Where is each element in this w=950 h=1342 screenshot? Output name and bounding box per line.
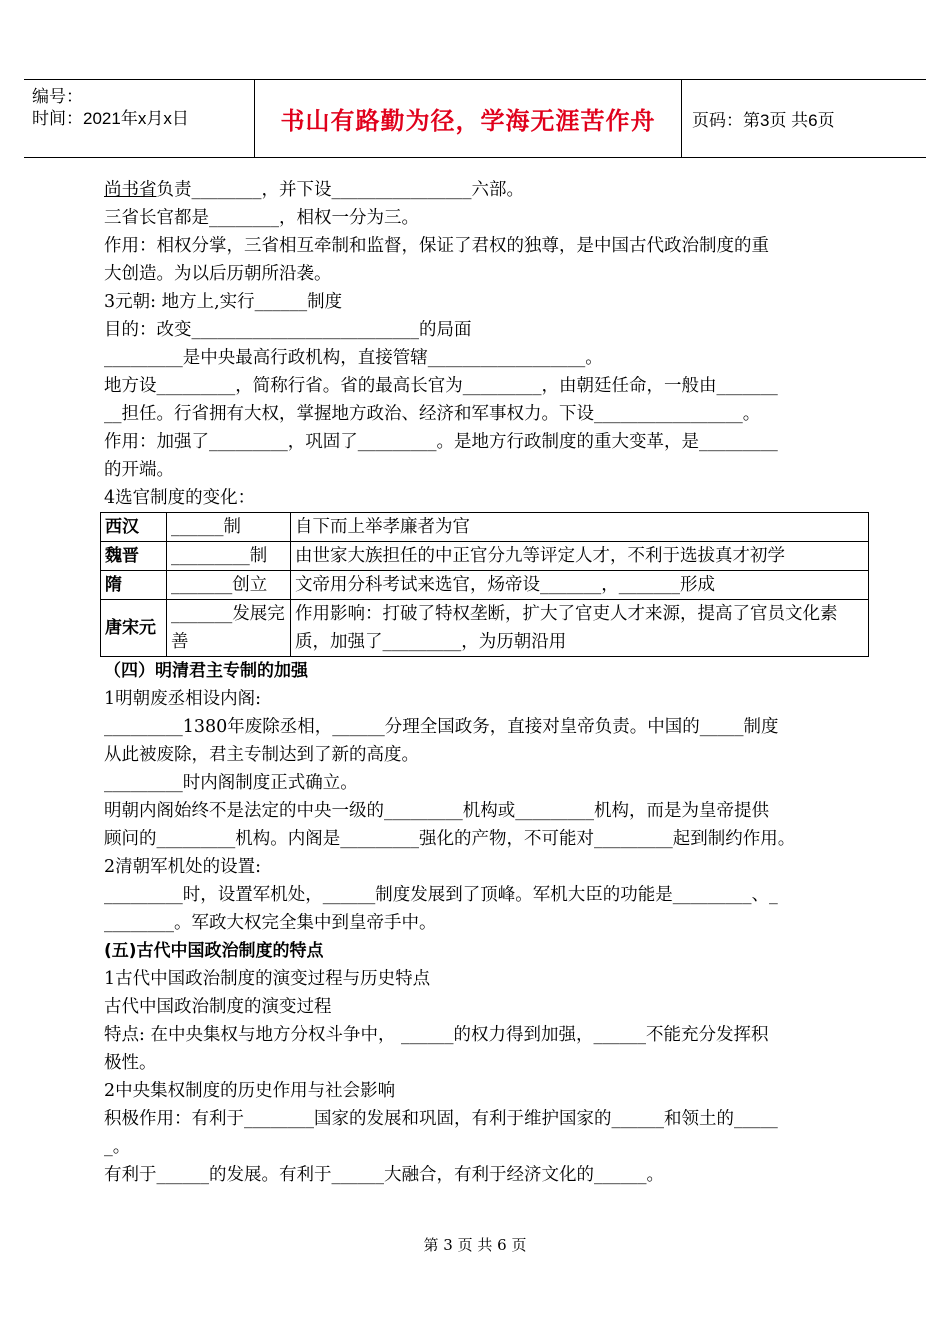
text-line: 2清朝军机处的设置: [104, 857, 262, 877]
text-line: ________。军政大权完全集中到皇帝手中。 [104, 913, 437, 933]
system-cell: _______创立 [167, 571, 291, 600]
table-row [101, 571, 869, 600]
number-label: 编号： [32, 87, 83, 106]
text-line: 明朝内阁始终不是法定的中央一级的_________机构或_________机构，而是为皇帝提供 [104, 801, 769, 821]
desc-cell: 由世家大族担任的中正官分九等评定人才，不利于选拔真才初学 [291, 542, 869, 571]
text-line: 顾问的_________机构。内阁是_________强化的产物，不可能对_________起到制约作用。 [104, 829, 796, 849]
table-row [101, 513, 869, 542]
header-meta [24, 80, 254, 157]
text-line: 极性。 [104, 1053, 157, 1073]
motto: 书山有路勤为径，学海无涯苦作舟 [254, 80, 682, 157]
desc-cell: 文帝用分科考试来选官，炀帝设_______，_______形成 [291, 571, 869, 600]
page-header [24, 79, 926, 158]
section-heading: (五)古代中国政治制度的特点 [104, 941, 324, 961]
text-line: 三省长官都是________，相权一分为三。 [104, 208, 419, 228]
time-label: 时间：2021年x月x日 [32, 109, 189, 128]
text-line: 作用：加强了_________，巩固了_________。是地方行政制度的重大变革，是_________ [104, 432, 778, 452]
dynasty-cell: 隋 [101, 571, 167, 600]
text-line: _________时内阁制度正式确立。 [104, 773, 358, 793]
table-row [101, 542, 869, 571]
text-line: 2中央集权制度的历史作用与社会影响 [104, 1081, 396, 1101]
text-line: 4选官制度的变化： [104, 488, 256, 508]
page-info: 页码：第3页 共6页 [692, 111, 835, 130]
text-line [104, 176, 849, 204]
text-line: 1明朝废丞相设内阁: [104, 689, 262, 709]
text-line: 有利于______的发展。有利于______大融合，有利于经济文化的______。 [104, 1165, 664, 1185]
dynasty-cell: 魏晋 [101, 542, 167, 571]
document-body [104, 176, 849, 1189]
dynasty-cell: 西汉 [101, 513, 167, 542]
text-line: 的开端。 [104, 460, 174, 480]
text-line: _________时，设置军机处，______制度发展到了顶峰。军机大臣的功能是_________、_ [104, 885, 778, 905]
text-line: 积极作用：有利于________国家的发展和巩固，有利于维护国家的______和领土的_____ [104, 1109, 778, 1129]
text-line: 3元朝: 地方上,实行______制度 [104, 292, 343, 312]
text-line: 1古代中国政治制度的演变过程与历史特点 [104, 969, 431, 989]
text-line: 作用：相权分掌，三省相互牵制和监督，保证了君权的独尊，是中国古代政治制度的重 [104, 236, 769, 256]
system-cell: _______发展完善 [167, 600, 291, 657]
page-footer: 第 3 页 共 6 页 [423, 1236, 527, 1254]
desc-cell: 作用影响：打破了特权垄断，扩大了官吏人才来源，提高了官员文化素质，加强了_________，为历朝沿用 [291, 600, 869, 657]
dynasty-cell: 唐宋元 [101, 600, 167, 657]
text-line: 特点: 在中央集权与地方分权斗争中， ______的权力得到加强，______不能充分发挥积 [104, 1025, 769, 1045]
section-lines [104, 657, 849, 1189]
text-line: 古代中国政治制度的演变过程 [104, 997, 332, 1017]
text-line: 地方设_________，简称行省。省的最高长官为_________，由朝廷任命，一般由_______ [104, 376, 778, 396]
table-row [101, 600, 869, 657]
text-line: _________是中央最高行政机构，直接管辖__________________。 [104, 348, 603, 368]
section-heading: （四）明清君主专制的加强 [104, 661, 308, 681]
text-line: _________1380年废除丞相，______分理全国政务，直接对皇帝负责。中国的_____制度 [104, 717, 779, 737]
desc-cell: 自下而上举孝廉者为官 [291, 513, 869, 542]
system-cell: _________制 [167, 542, 291, 571]
official-selection-table [100, 512, 869, 657]
line-rest: 负责________，并下设________________六部。 [156, 180, 524, 200]
text-line: 大创造。为以后历朝所沿袭。 [104, 264, 332, 284]
text-line: 从此被废除，君主专制达到了新的高度。 [104, 745, 419, 765]
text-line: 目的：改变__________________________的局面 [104, 320, 472, 340]
text-line: __担任。行省拥有大权，掌握地方政治、经济和军事权力。下设_________________。 [104, 404, 761, 424]
text-line: _。 [104, 1137, 131, 1157]
system-cell: ______制 [167, 513, 291, 542]
underlined-term: 尚书省 [104, 180, 157, 200]
